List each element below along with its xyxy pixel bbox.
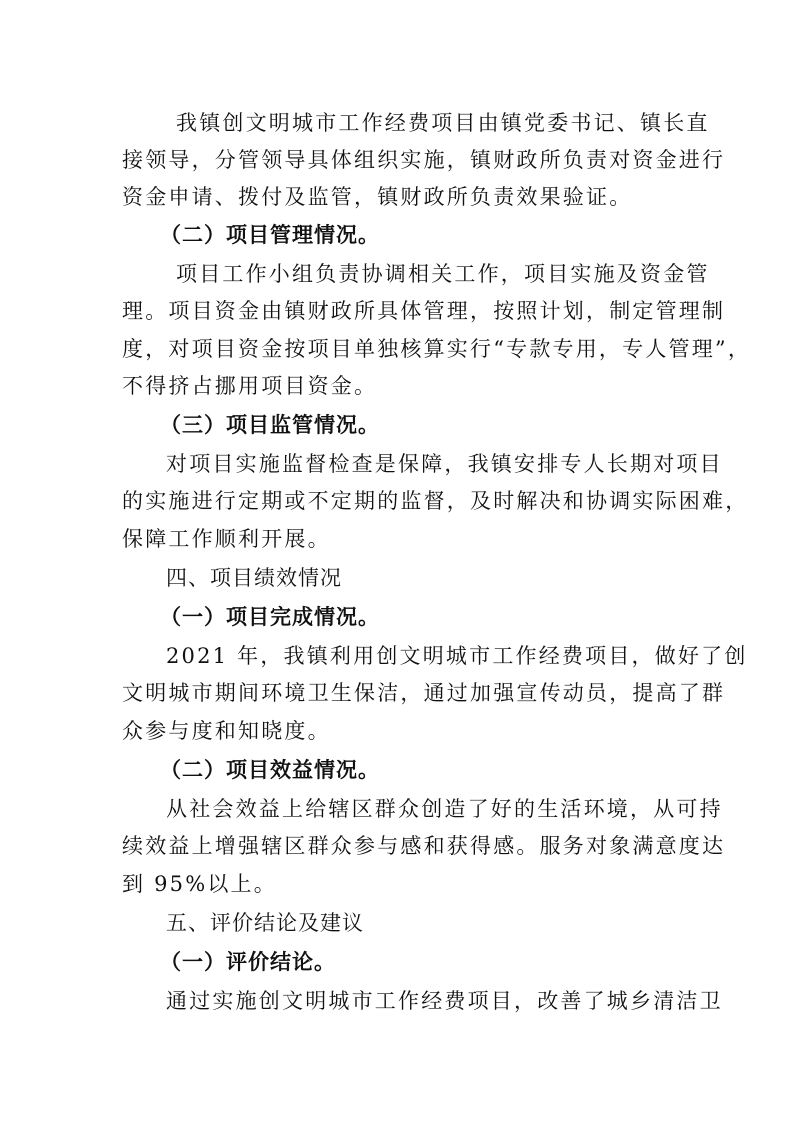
section-heading-conclusion: 五、评价结论及建议 [166, 911, 364, 935]
paragraph-line: 度，对项目资金按项目单独核算实行“专款专用，专人管理”， [122, 337, 752, 361]
paragraph-line: 项目工作小组负责协调相关工作，项目实施及资金管 [176, 262, 710, 286]
paragraph-line: 通过实施创文明城市工作经费项目，改善了城乡清洁卫 [166, 989, 723, 1013]
paragraph-line: 到 95%以上。 [122, 872, 277, 896]
paragraph-line: 接领导，分管领导具体组织实施，镇财政所负责对资金进行 [122, 148, 726, 172]
paragraph-line: 理。项目资金由镇财政所具体管理，按照计划，制定管理制 [122, 299, 726, 323]
paragraph-line: 众参与度和知晓度。 [122, 719, 331, 743]
section-heading-performance: 四、项目绩效情况 [166, 566, 342, 590]
subheading-conclusion: （一）评价结论。 [160, 950, 336, 974]
paragraph-line: 资金申请、拨付及监管，镇财政所负责效果验证。 [122, 185, 633, 209]
subheading-completion: （一）项目完成情况。 [160, 605, 380, 629]
paragraph-line: 的实施进行定期或不定期的监督，及时解决和协调实际困难， [122, 489, 749, 513]
paragraph-line: 不得挤占挪用项目资金。 [122, 374, 378, 398]
subheading-supervision: （三）项目监管情况。 [160, 413, 380, 437]
paragraph-line: 文明城市期间环境卫生保洁，通过加强宣传动员，提高了群 [122, 681, 726, 705]
paragraph-line: 从社会效益上给辖区群众创造了好的生活环境，从可持 [166, 797, 723, 821]
paragraph-line: 对项目实施监督检查是保障，我镇安排专人长期对项目 [166, 452, 723, 476]
subheading-benefit: （二）项目效益情况。 [160, 758, 380, 782]
paragraph-line: 续效益上增强辖区群众参与感和获得感。服务对象满意度达 [122, 834, 726, 858]
paragraph-line: 保障工作顺利开展。 [122, 527, 331, 551]
paragraph-line: 2021 年，我镇利用创文明城市工作经费项目，做好了创 [166, 644, 748, 668]
paragraph-line: 我镇创文明城市工作经费项目由镇党委书记、镇长直 [176, 111, 710, 135]
subheading-management: （二）项目管理情况。 [160, 223, 380, 247]
